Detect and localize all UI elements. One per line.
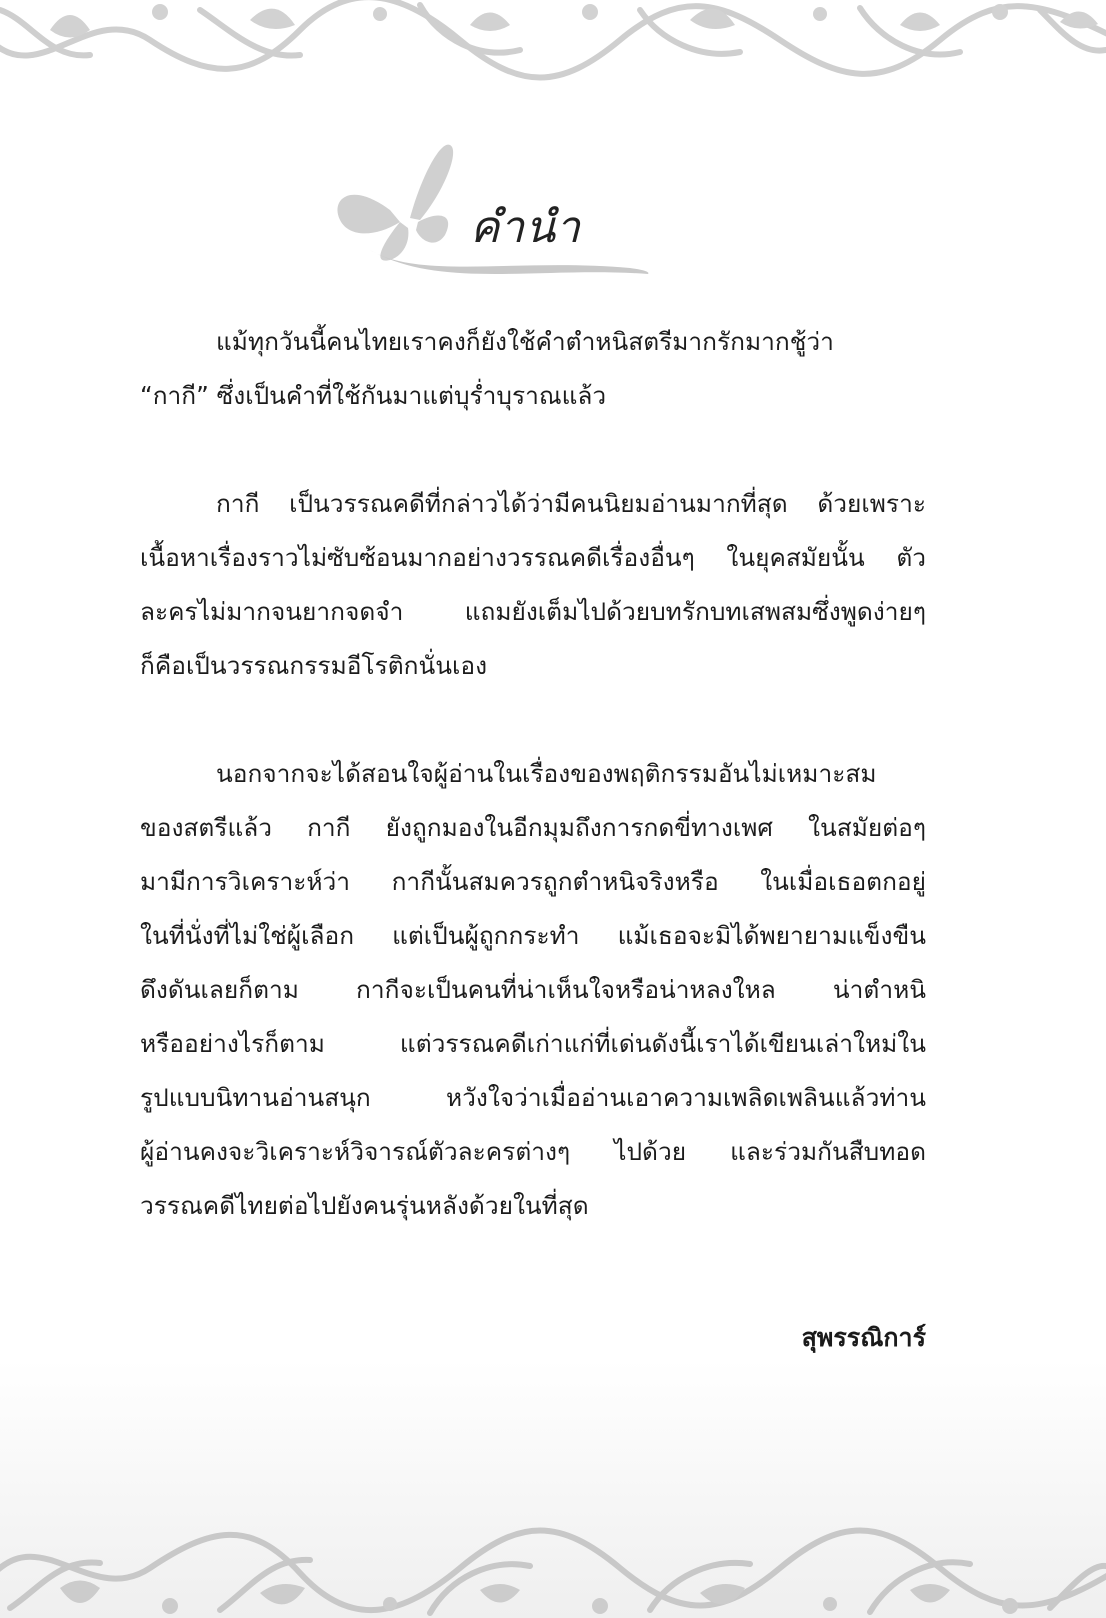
- text-line: ดึงดันเลยก็ตาม กากีจะเป็นคนที่น่าเห็นใจหรือน่าหลงใหล น่าตำหนิ: [140, 975, 926, 1004]
- paragraph-1: [140, 315, 926, 423]
- text-line: ละครไม่มากจนยากจดจำ แถมยังเต็มไปด้วยบทรักบทเสพสมซึ่งพูดง่ายๆ: [140, 597, 926, 626]
- paragraph-3: [140, 747, 926, 1233]
- text-line: หรืออย่างไรก็ตาม แต่วรรณคดีเก่าแก่ที่เด่นดังนี้เราได้เขียนเล่าใหม่ใน: [140, 1029, 926, 1058]
- title-block: [330, 140, 670, 290]
- text-line: นอกจากจะได้สอนใจผู้อ่านในเรื่องของพฤติกรรมอันไม่เหมาะสม: [216, 759, 877, 788]
- text-line: ผู้อ่านคงจะวิเคราะห์วิจารณ์ตัวละครต่างๆ ไปด้วย และร่วมกันสืบทอด: [140, 1137, 926, 1166]
- paragraph-2: [140, 477, 926, 693]
- foreword-body: [140, 315, 926, 1287]
- text-line: กากี เป็นวรรณคดีที่กล่าวได้ว่ามีคนนิยมอ่านมากที่สุด ด้วยเพราะ: [216, 489, 926, 518]
- text-line: เนื้อหาเรื่องราวไม่ซับซ้อนมากอย่างวรรณคดีเรื่องอื่นๆ ในยุคสมัยนั้น ตัว: [140, 543, 926, 572]
- floral-ornament-bottom: [0, 1498, 1106, 1618]
- author-signature: สุพรรณิการ์: [801, 1323, 926, 1352]
- floral-ornament-top: [0, 0, 1106, 90]
- text-line: ก็คือเป็นวรรณกรรมอีโรติกนั่นเอง: [140, 651, 488, 680]
- text-line: ของสตรีแล้ว กากี ยังถูกมองในอีกมุมถึงการกดขี่ทางเพศ ในสมัยต่อๆ: [140, 813, 926, 842]
- text-line: มามีการวิเคราะห์ว่า กากีนั้นสมควรถูกตำหนิจริงหรือ ในเมื่อเธอตกอยู่: [140, 867, 926, 896]
- text-line: วรรณคดีไทยต่อไปยังคนรุ่นหลังด้วยในที่สุด: [140, 1191, 589, 1220]
- text-line: แม้ทุกวันนี้คนไทยเราคงก็ยังใช้คำตำหนิสตรีมากรักมากชู้ว่า: [216, 327, 834, 356]
- text-line: รูปแบบนิทานอ่านสนุก หวังใจว่าเมื่ออ่านเอาความเพลิดเพลินแล้วท่าน: [140, 1083, 926, 1112]
- text-line: ในที่นั่งที่ไม่ใช่ผู้เลือก แต่เป็นผู้ถูกกระทำ แม้เธอจะมิได้พยายามแข็งขืน: [140, 921, 926, 950]
- page-title: คำนำ: [470, 202, 581, 253]
- text-line: “กากี” ซึ่งเป็นคำที่ใช้กันมาแต่บุร่ำบุราณแล้ว: [140, 381, 607, 410]
